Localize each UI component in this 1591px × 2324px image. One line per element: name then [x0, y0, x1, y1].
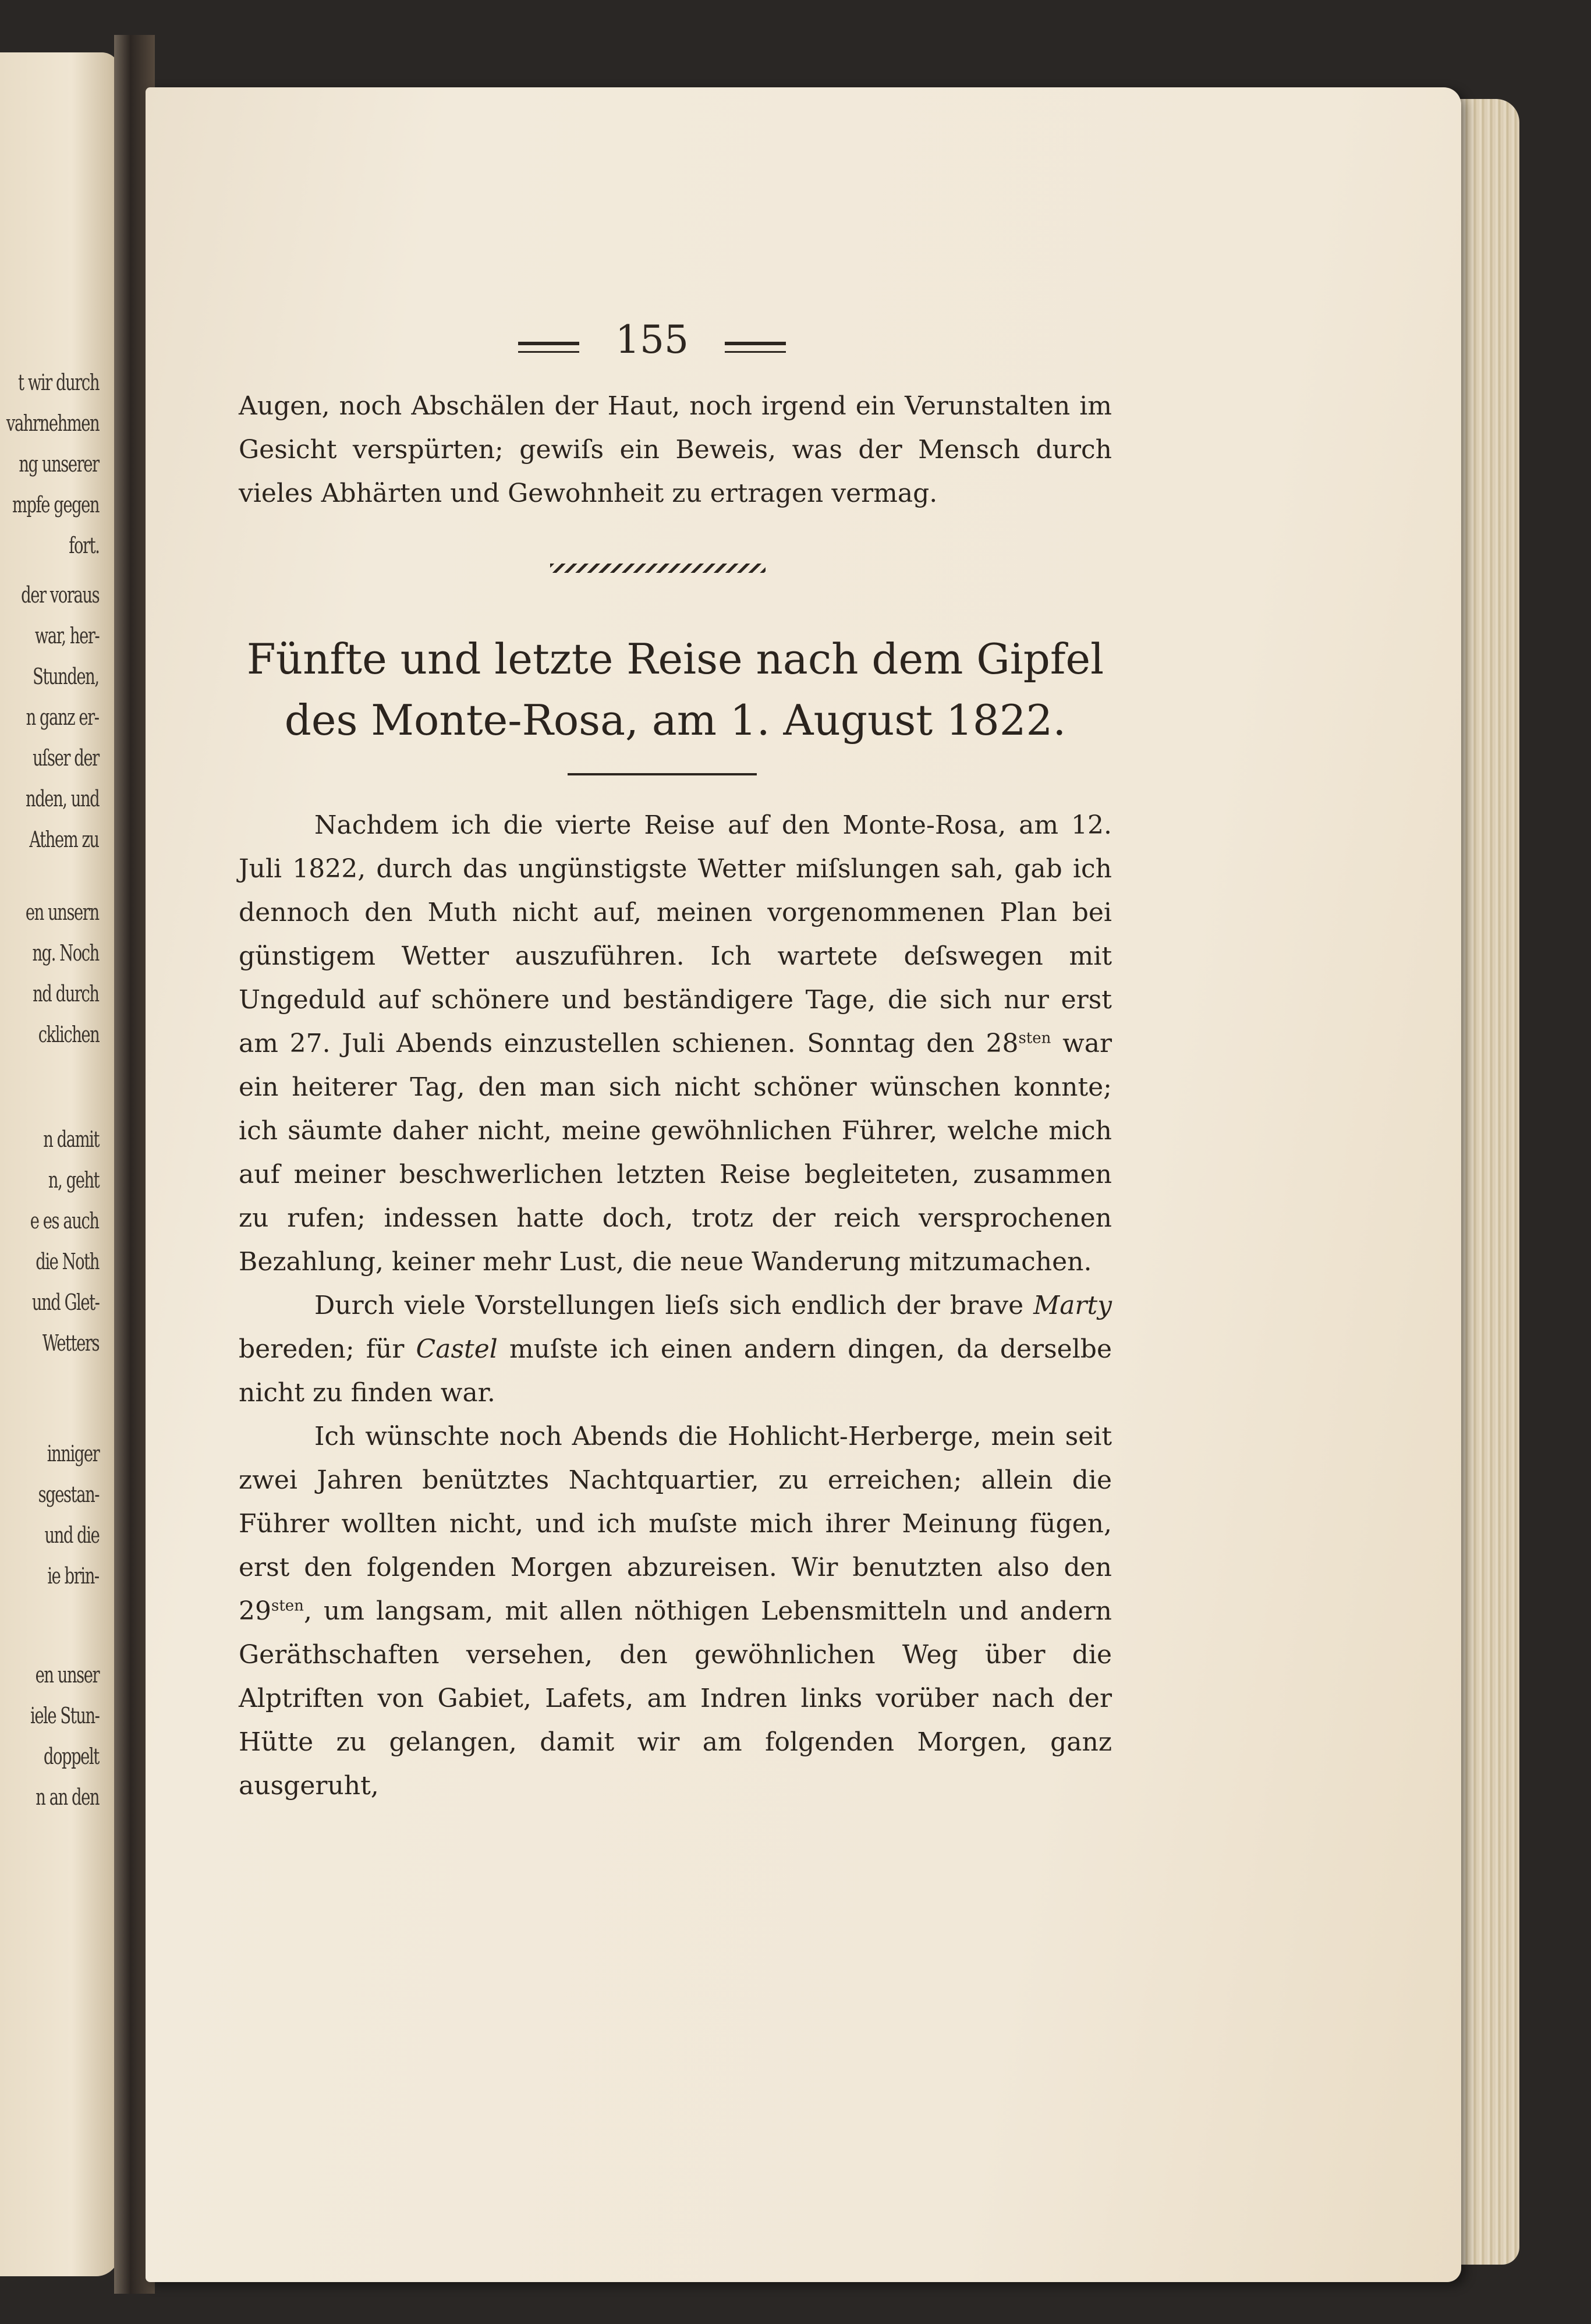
- previous-page-line: en unser: [35, 1662, 99, 1688]
- previous-page-line: inniger: [47, 1441, 99, 1466]
- previous-page-line: und Glet-: [31, 1289, 99, 1315]
- previous-page-line: war, her-: [34, 623, 99, 649]
- page-header: [0, 317, 1591, 370]
- previous-page-line: e es auch: [30, 1208, 99, 1234]
- previous-page-line: nd durch: [33, 981, 99, 1007]
- previous-page-line: iele Stun-: [30, 1703, 99, 1728]
- previous-page-line: Athem zu: [29, 827, 99, 852]
- previous-page-line: und die: [44, 1522, 99, 1548]
- paragraph: [239, 1415, 1112, 1808]
- person-name: Castel: [416, 1334, 498, 1364]
- paragraph-text: war ein heiterer Tag, den man sich nicht schöner wünschen konnte; ich säumte daher nicht, meine gewöhnlichen Führer, welche mich auf meiner beschwerlichen letzten Reise begleiteten, zusammen zu rufen; indessen hatte doch, trotz der reich versprochenen Bezahlung, keiner mehr Lust, die neue Wanderung mitzumachen.: [239, 1029, 1112, 1277]
- paragraph-text: Ich wünschte noch Abends die Hohlicht-Herberge, mein seit zwei Jahren benütztes Nachtquartier, zu erreichen; allein die Führer wollten nicht, und ich muſste mich ihrer Meinung fügen, erst den folgenden Morgen abzureisen. Wir benutzten also den 29: [239, 1422, 1112, 1626]
- previous-page-line: ng. Noch: [32, 940, 99, 966]
- section-ornament: [550, 564, 766, 573]
- chapter-title-line-1: Fünfte und letzte Reise nach dem Gipfel: [246, 635, 1104, 683]
- previous-page-line: der voraus: [20, 582, 99, 608]
- previous-page-line: n an den: [36, 1784, 99, 1810]
- previous-page-line: sgestan-: [38, 1482, 99, 1507]
- page-number: 155: [615, 317, 689, 362]
- previous-page-line: Wetters: [42, 1330, 99, 1356]
- previous-page-line: cklichen: [38, 1022, 99, 1047]
- previous-page-line: Stunden,: [33, 664, 99, 689]
- title-underline: [568, 773, 757, 775]
- previous-page-line: die Noth: [36, 1249, 99, 1274]
- previous-page-line: fort.: [68, 533, 99, 558]
- previous-page-line: en unsern: [26, 899, 99, 925]
- previous-page-line: t wir durch: [18, 370, 99, 395]
- continued-paragraph-text: Augen, noch Abschälen der Haut, noch irgend ein Verunstalten im Gesicht verspürten; gewiſs ein Beweis, was der Mensch durch vieles Abhärten und Gewohnheit zu ertragen vermag.: [239, 391, 1112, 508]
- paragraph: [239, 803, 1112, 1284]
- previous-page-line: ie brin-: [47, 1563, 99, 1589]
- previous-page-line: doppelt: [44, 1744, 99, 1769]
- paragraph-text: Nachdem ich die vierte Reise auf den Monte-Rosa, am 12. Juli 1822, durch das ungünstigste Wetter miſslungen sah, gab ich dennoch den Muth nicht auf, meinen vorgenommenen Plan bei günstigem Wetter auszuführen. Ich wartete deſswegen mit Ungeduld auf schönere und beständigere Tage, die sich nur erst am 27. Juli Abends einzustellen schienen. Sonntag den 28: [239, 810, 1112, 1058]
- chapter-title: [198, 629, 1153, 751]
- paragraph-text: muſste ich einen andern dingen, da derselbe nicht zu finden war.: [239, 1334, 1112, 1408]
- paragraph-text: , um langsam, mit allen nöthigen Lebensmitteln und andern Geräthschaften versehen, den gewöhnlichen Weg über die Alptriften von Gabiet, Lafets, am Indren links vorüber nach der Hütte zu gelangen, damit wir am folgenden Morgen, ganz ausgeruht,: [239, 1596, 1112, 1801]
- previous-page-line: vahrnehmen: [6, 410, 99, 436]
- chapter-body: [239, 803, 1112, 1808]
- superscript: sten: [1018, 1029, 1051, 1047]
- header-rule-left: [518, 342, 579, 353]
- previous-page-line: mpfe gegen: [12, 492, 99, 518]
- previous-page-line: n, geht: [48, 1167, 99, 1193]
- paragraph-text: Durch viele Vorstellungen lieſs sich endlich der brave: [314, 1291, 1034, 1320]
- previous-page-line: n ganz er-: [26, 704, 99, 730]
- previous-page-line: uſser der: [33, 745, 99, 771]
- continued-paragraph: [239, 384, 1112, 515]
- person-name: Marty: [1033, 1291, 1112, 1320]
- paragraph-text: bereden; für: [239, 1334, 416, 1364]
- previous-page-line: ng unserer: [19, 451, 99, 477]
- previous-page-line: n damit: [43, 1126, 99, 1152]
- previous-page-line: nden, und: [25, 786, 99, 812]
- chapter-title-line-2: des Monte-Rosa, am 1. August 1822.: [284, 696, 1066, 745]
- header-rule-right: [725, 342, 786, 353]
- superscript: sten: [271, 1597, 304, 1615]
- paragraph: [239, 1284, 1112, 1415]
